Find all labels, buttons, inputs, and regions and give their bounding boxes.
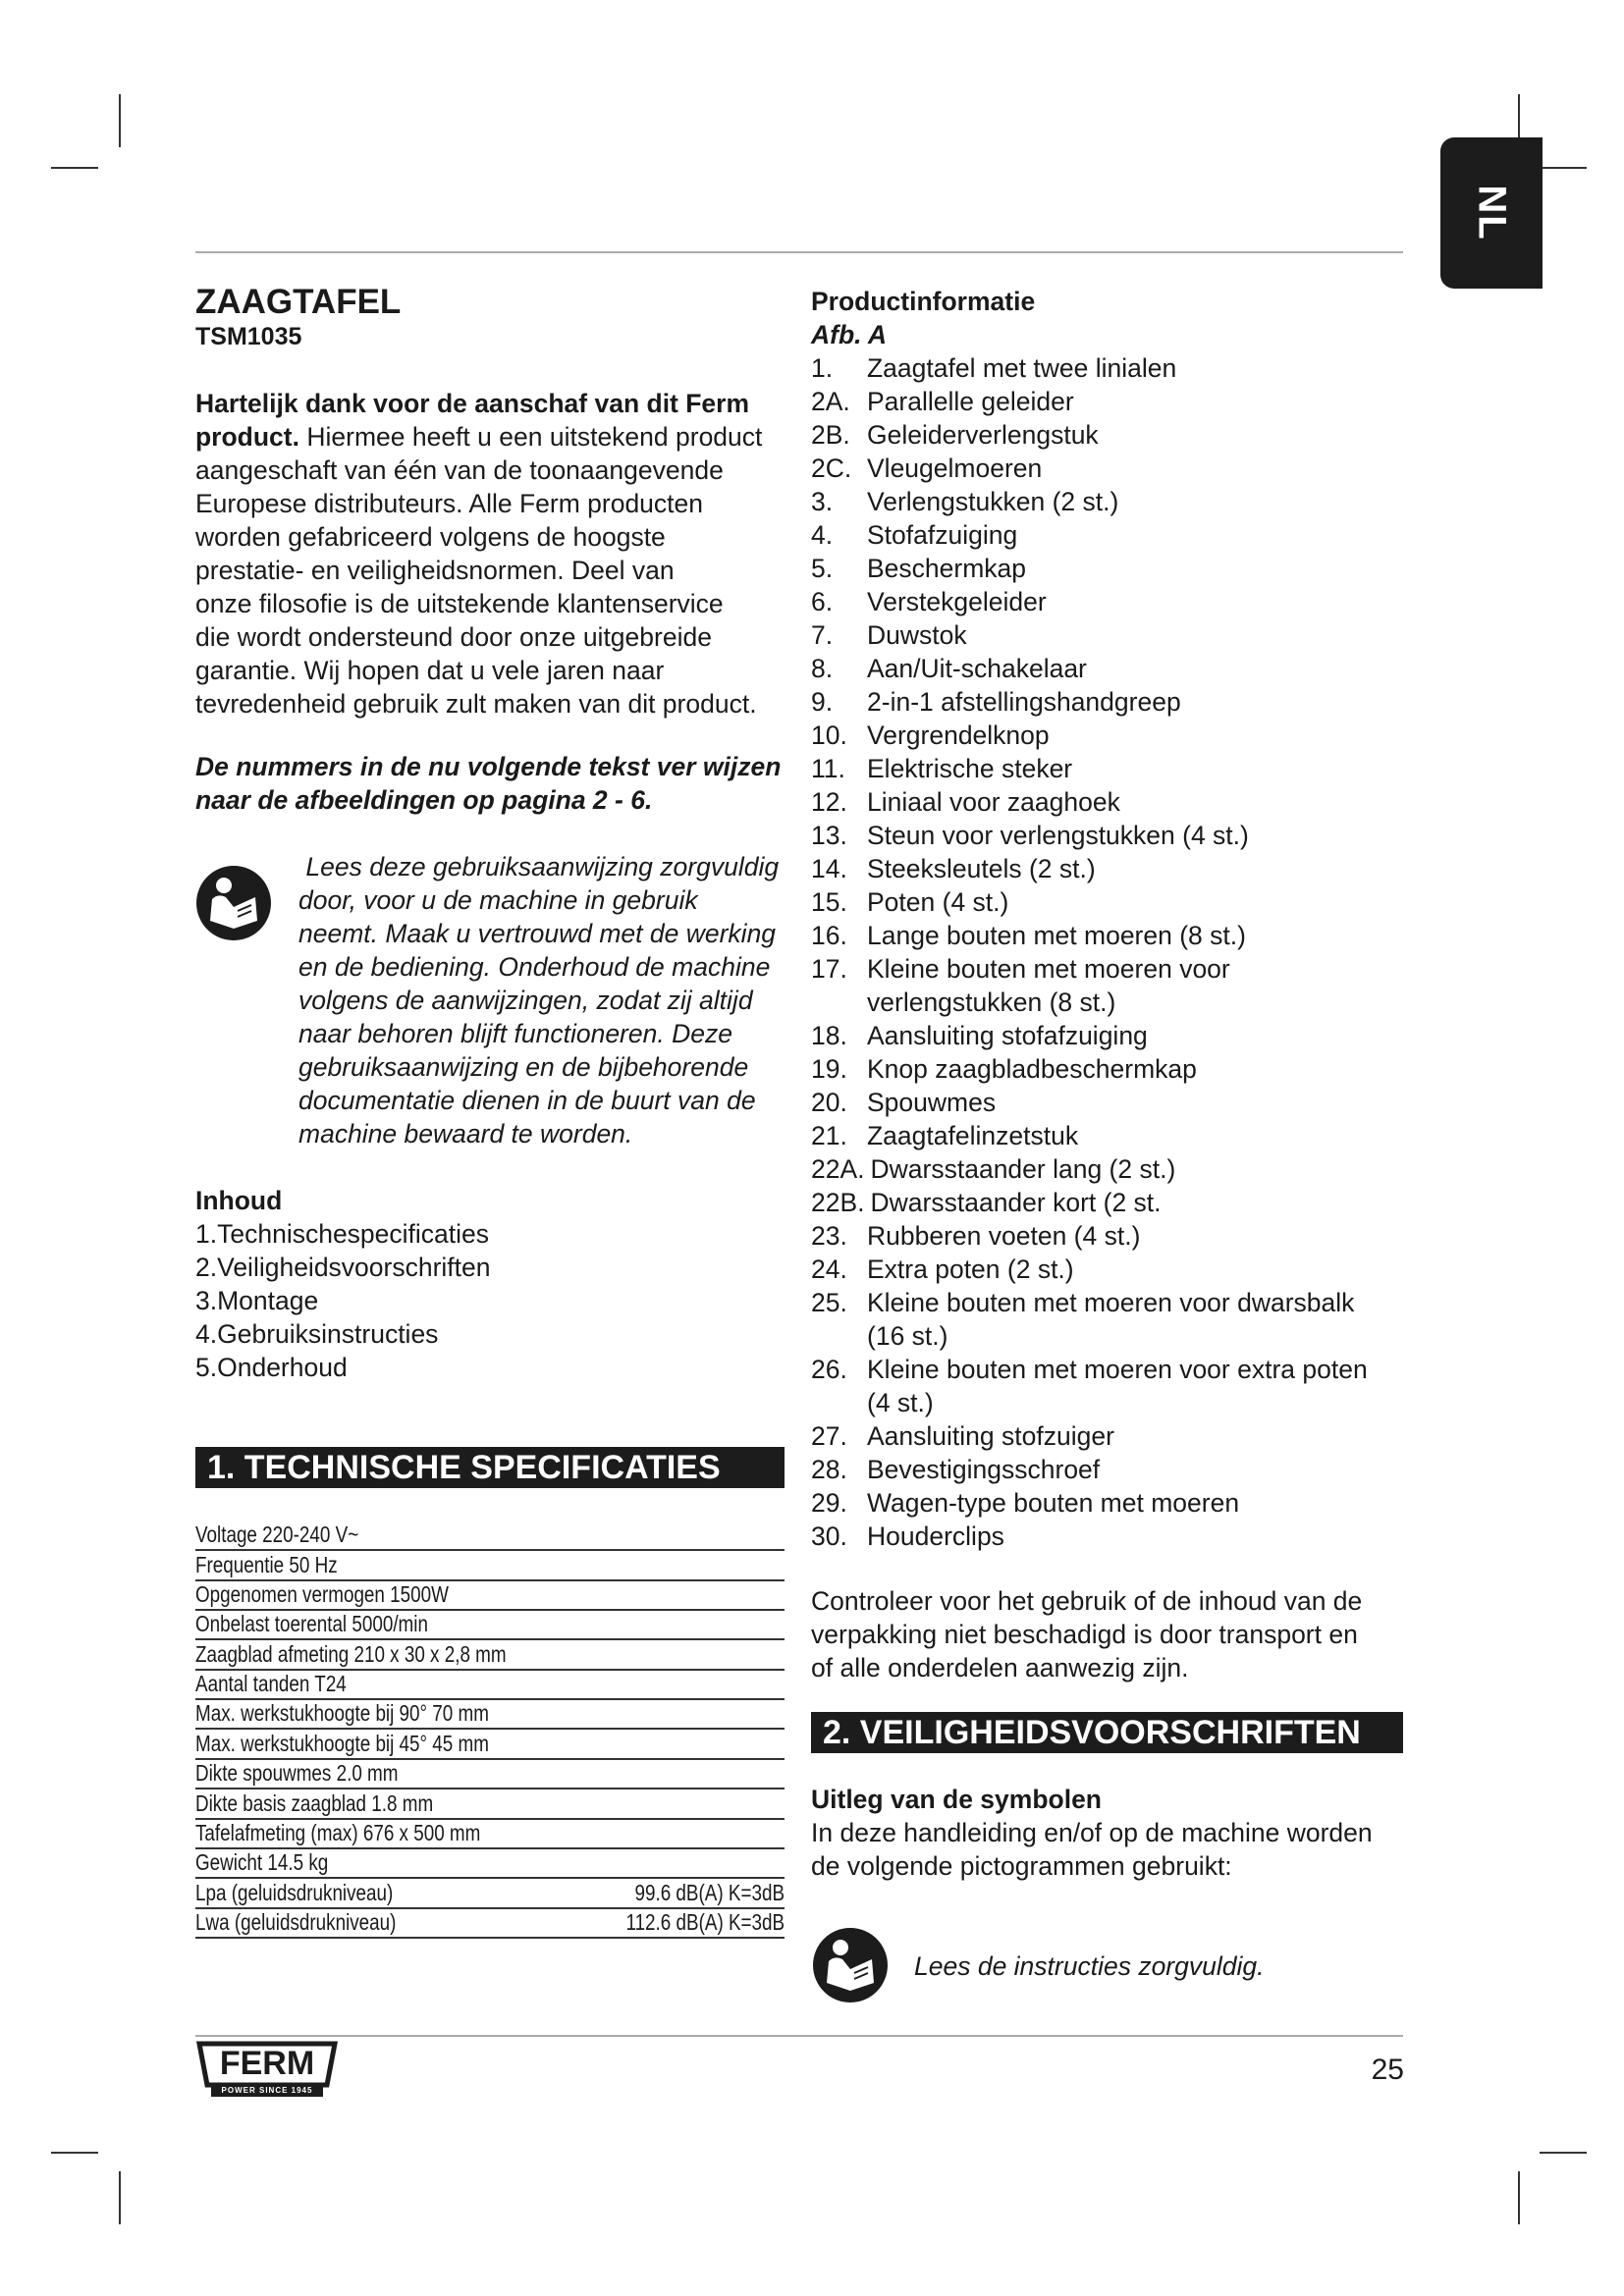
contents-title: Inhoud <box>195 1186 283 1215</box>
parts-list-number: 15. <box>811 887 847 917</box>
parts-list-line: Dwarsstaander lang (2 st.) <box>870 1154 1176 1184</box>
parts-list-number: 2B. <box>811 420 850 450</box>
spec-label: Frequentie 50 Hz <box>195 1552 338 1577</box>
parts-list-text <box>867 1019 1410 1052</box>
parts-list-text <box>871 1186 1410 1219</box>
check-note-line: verpakking niet beschadigd is door transport en <box>811 1620 1358 1649</box>
parts-list-line: verlengstukken (8 st.) <box>867 988 1116 1017</box>
spec-row <box>195 1907 785 1939</box>
intro-paragraph <box>195 387 794 721</box>
parts-list-number: 1. <box>811 353 834 383</box>
crop-mark <box>51 167 98 169</box>
parts-list-line: Kleine bouten met moeren voor <box>867 954 1230 984</box>
parts-list-number: 16. <box>811 921 847 950</box>
parts-list-item <box>811 852 1410 885</box>
parts-list-text <box>867 1253 1410 1286</box>
parts-list-text <box>867 852 1410 885</box>
read-notice <box>298 850 809 1150</box>
spec-label: Max. werkstukhoogte bij 90° 70 mm <box>195 1700 489 1726</box>
parts-list-text <box>867 752 1410 785</box>
parts-list-item <box>811 1453 1410 1486</box>
parts-list-text <box>867 552 1410 585</box>
parts-list-item <box>811 552 1410 585</box>
parts-list-text <box>867 1353 1410 1419</box>
intro-line: Europese distributeurs. Alle Ferm producten <box>195 489 704 518</box>
parts-list-line: Liniaal voor zaaghoek <box>867 787 1120 817</box>
parts-list-number: 9. <box>811 687 834 717</box>
spec-label: Gewicht 14.5 kg <box>195 1849 329 1875</box>
intro-line: garantie. Wij hopen dat u vele jaren naar <box>195 656 665 685</box>
intro-line: prestatie- en veiligheidsnormen. Deel van <box>195 556 675 585</box>
parts-list-number: 26. <box>811 1355 847 1384</box>
parts-list-text <box>867 418 1410 452</box>
read-instructions-icon <box>811 1926 890 2004</box>
parts-list-number: 5. <box>811 554 834 583</box>
intro-line: tevredenheid gebruik zult maken van dit product. <box>195 689 757 719</box>
read-manual-icon <box>194 864 273 942</box>
spec-label: Zaagblad afmeting 210 x 30 x 2,8 mm <box>195 1641 507 1667</box>
parts-list-number: 20. <box>811 1088 847 1117</box>
spec-label: Max. werkstukhoogte bij 45° 45 mm <box>195 1731 489 1756</box>
symbols-block <box>811 1783 1410 1883</box>
intro-line: die wordt ondersteund door onze uitgebreide <box>195 622 712 652</box>
parts-list-item <box>811 418 1410 452</box>
parts-list-number: 30. <box>811 1522 847 1551</box>
parts-list-item <box>811 652 1410 685</box>
parts-list-text <box>867 585 1410 618</box>
spec-row <box>195 1698 785 1730</box>
parts-list-line: Dwarsstaander kort (2 st. <box>870 1188 1162 1217</box>
left-column <box>195 283 794 721</box>
check-note-line: of alle onderdelen aanwezig zijn. <box>811 1653 1189 1682</box>
language-tab-label: NL <box>1470 185 1514 241</box>
parts-list-number: 14. <box>811 854 847 883</box>
spec-row <box>195 1579 785 1611</box>
parts-list-text <box>867 685 1410 719</box>
spec-label: Voltage 220-240 V~ <box>195 1522 359 1547</box>
footer-rule <box>195 2035 1403 2037</box>
parts-list-number: 3. <box>811 487 834 516</box>
parts-list-item <box>811 1186 1410 1219</box>
parts-list-number: 22A. <box>811 1154 865 1184</box>
spec-label: Dikte spouwmes 2.0 mm <box>195 1760 399 1786</box>
parts-list-text <box>867 819 1410 852</box>
parts-list-text <box>867 1486 1410 1520</box>
parts-list-item <box>811 752 1410 785</box>
parts-list-line: Beschermkap <box>867 554 1027 583</box>
brand-tagline: POWER SINCE 1945 <box>221 2086 313 2095</box>
spec-row <box>195 1789 785 1820</box>
symbols-line: de volgende pictogrammen gebruikt: <box>811 1851 1232 1881</box>
spec-label: Lwa (geluidsdrukniveau) <box>195 1909 397 1935</box>
read-notice-line: naar behoren blijft functioneren. Deze <box>298 1019 732 1048</box>
parts-list-item <box>811 952 1410 1019</box>
parts-list-line: Rubberen voeten (4 st.) <box>867 1221 1141 1251</box>
parts-list-line: Kleine bouten met moeren voor dwarsbalk <box>867 1288 1355 1317</box>
parts-list-item <box>811 518 1410 552</box>
intro-line: onze filosofie is de uitstekende klantenservice <box>195 589 724 618</box>
symbols-line: In deze handleiding en/of op de machine worden <box>811 1818 1373 1847</box>
intro-bold-line: Hartelijk dank voor de aanschaf van dit Ferm <box>195 389 750 418</box>
parts-list-text <box>867 485 1410 518</box>
parts-list <box>811 351 1410 1553</box>
parts-list-line: Wagen-type bouten met moeren <box>867 1488 1240 1518</box>
spec-row <box>195 1639 785 1671</box>
spec-label: Opgenomen vermogen 1500W <box>195 1581 449 1607</box>
spec-row <box>195 1847 785 1879</box>
parts-list-item <box>811 785 1410 819</box>
parts-list-number: 4. <box>811 520 834 550</box>
parts-list-text <box>867 719 1410 752</box>
crop-mark <box>1540 2152 1587 2154</box>
parts-list-number: 2C. <box>811 454 852 483</box>
parts-list-line: Spouwmes <box>867 1088 997 1117</box>
parts-list-line: Kleine bouten met moeren voor extra poten <box>867 1355 1368 1384</box>
spec-row <box>195 1729 785 1760</box>
parts-list-text <box>867 952 1410 1019</box>
parts-list-line: Zaagtafelinzetstuk <box>867 1121 1079 1150</box>
spec-label: Onbelast toerental 5000/min <box>195 1611 428 1636</box>
parts-list-number: 23. <box>811 1221 847 1251</box>
crop-mark <box>119 2171 121 2224</box>
contents-item: 4.Gebruiksinstructies <box>195 1319 439 1349</box>
parts-list-number: 8. <box>811 654 834 683</box>
parts-list-number: 25. <box>811 1288 847 1317</box>
numbers-note-line: naar de afbeeldingen op pagina 2 - 6. <box>195 785 653 815</box>
parts-list-text <box>867 1286 1410 1353</box>
parts-list-line: 2-in-1 afstellingshandgreep <box>867 687 1181 717</box>
symbols-title: Uitleg van de symbolen <box>811 1785 1102 1814</box>
parts-list-item <box>811 1419 1410 1453</box>
parts-list-text <box>867 1052 1410 1086</box>
parts-list-line: Vergrendelknop <box>867 721 1050 750</box>
product-info-title: Productinformatie <box>811 287 1036 316</box>
brand-logo <box>195 2040 339 2099</box>
intro-line: aangeschaft van één van de toonaangevende <box>195 455 724 485</box>
read-notice-line: documentatie dienen in de buurt van de <box>298 1086 756 1115</box>
parts-list-item <box>811 919 1410 952</box>
parts-list-item <box>811 1152 1410 1186</box>
spec-label: Aantal tanden T24 <box>195 1671 347 1696</box>
parts-list-text <box>867 1219 1410 1253</box>
parts-list-number: 13. <box>811 821 847 850</box>
parts-list-item <box>811 1219 1410 1253</box>
parts-list-item <box>811 685 1410 719</box>
read-notice-line: neemt. Maak u vertrouwd met de werking <box>298 919 777 948</box>
spec-value: 99.6 dB(A) K=3dB <box>634 1880 785 1905</box>
section-heading-safety: 2. VEILIGHEIDSVOORSCHRIFTEN <box>811 1712 1403 1753</box>
parts-list-item <box>811 1019 1410 1052</box>
parts-list-item <box>811 485 1410 518</box>
parts-list-line: Bevestigingsschroef <box>867 1455 1101 1484</box>
parts-list-text <box>867 351 1410 385</box>
parts-list-text <box>867 785 1410 819</box>
parts-list-number: 19. <box>811 1054 847 1084</box>
read-notice-line: volgens de aanwijzingen, zodat zij altijd <box>298 986 753 1015</box>
parts-list-item <box>811 1520 1410 1553</box>
parts-list-number: 22B. <box>811 1188 865 1217</box>
parts-list-number: 7. <box>811 620 834 650</box>
parts-list-line: (16 st.) <box>867 1321 948 1351</box>
parts-list-number: 24. <box>811 1255 847 1284</box>
section-heading-technical: 1. TECHNISCHE SPECIFICATIES <box>195 1447 785 1488</box>
parts-list-line: Elektrische steker <box>867 754 1073 783</box>
parts-list-item <box>811 1486 1410 1520</box>
parts-list-item <box>811 885 1410 919</box>
parts-list-line: (4 st.) <box>867 1388 934 1417</box>
parts-list-line: Aansluiting stofafzuiging <box>867 1021 1148 1050</box>
parts-list-item <box>811 719 1410 752</box>
read-notice-line: door, voor u de machine in gebruik <box>298 885 698 915</box>
parts-list-text <box>867 518 1410 552</box>
check-note <box>811 1584 1410 1684</box>
spec-label: Tafelafmeting (max) 676 x 500 mm <box>195 1820 481 1845</box>
parts-list-number: 10. <box>811 721 847 750</box>
parts-list-text <box>871 1152 1410 1186</box>
contents-item: 2.Veiligheidsvoorschriften <box>195 1253 491 1282</box>
parts-list-item <box>811 1253 1410 1286</box>
parts-list-text <box>867 618 1410 652</box>
parts-list-item <box>811 1119 1410 1152</box>
parts-list-text <box>867 1419 1410 1453</box>
spec-label: Lpa (geluidsdrukniveau) <box>195 1880 394 1905</box>
numbers-note <box>195 750 804 817</box>
parts-list-line: Verlengstukken (2 st.) <box>867 487 1119 516</box>
read-notice-line: gebruiksaanwijzing en de bijbehorende <box>298 1052 749 1082</box>
parts-list-text <box>867 919 1410 952</box>
contents-block <box>195 1184 686 1384</box>
parts-list-item <box>811 452 1410 485</box>
parts-list-line: Duwstok <box>867 620 967 650</box>
spec-row <box>195 1878 785 1909</box>
parts-list-line: Extra poten (2 st.) <box>867 1255 1074 1284</box>
parts-list-number: 2A. <box>811 387 850 416</box>
language-tab <box>1440 137 1543 289</box>
parts-list-number: 17. <box>811 954 847 984</box>
spec-row <box>195 1758 785 1789</box>
parts-list-text <box>867 452 1410 485</box>
parts-list-line: Aan/Uit-schakelaar <box>867 654 1087 683</box>
spec-row <box>195 1669 785 1700</box>
crop-mark <box>1518 2171 1520 2224</box>
parts-list-line: Verstekgeleider <box>867 587 1047 616</box>
intro-line <box>195 420 794 454</box>
parts-list-number: 12. <box>811 787 847 817</box>
parts-list-line: Steun voor verlengstukken (4 st.) <box>867 821 1249 850</box>
parts-list-item <box>811 1086 1410 1119</box>
crop-mark <box>51 2152 98 2154</box>
parts-list-line: Aansluiting stofzuiger <box>867 1421 1114 1451</box>
numbers-note-line: De nummers in de nu volgende tekst ver wijzen <box>195 752 782 781</box>
model-number: TSM1035 <box>195 323 302 350</box>
parts-list-item <box>811 1353 1410 1419</box>
contents-item: 1.Technischespecificaties <box>195 1219 490 1249</box>
parts-list-number: 29. <box>811 1488 847 1518</box>
parts-list-number: 18. <box>811 1021 847 1050</box>
spec-row <box>195 1609 785 1640</box>
parts-list-line: Lange bouten met moeren (8 st.) <box>867 921 1246 950</box>
contents-item: 5.Onderhoud <box>195 1353 348 1382</box>
crop-mark <box>119 94 121 147</box>
parts-list-number: 27. <box>811 1421 847 1451</box>
parts-list-text <box>867 1453 1410 1486</box>
page-number: 25 <box>1371 2054 1404 2086</box>
parts-list-line: Houderclips <box>867 1522 1004 1551</box>
parts-list-line: Poten (4 st.) <box>867 887 1009 917</box>
parts-list-item <box>811 385 1410 418</box>
parts-list-line: Geleiderverlengstuk <box>867 420 1099 450</box>
parts-list-number: 21. <box>811 1121 847 1150</box>
parts-list-line: Knop zaagbladbeschermkap <box>867 1054 1197 1084</box>
parts-list-line: Zaagtafel met twee linialen <box>867 353 1177 383</box>
read-notice-line: en de bediening. Onderhoud de machine <box>298 952 771 982</box>
parts-list-number: 6. <box>811 587 834 616</box>
parts-list-text <box>867 1086 1410 1119</box>
parts-list-number: 28. <box>811 1455 847 1484</box>
parts-list-item <box>811 618 1410 652</box>
read-notice-line: machine bewaard te worden. <box>298 1119 633 1148</box>
spec-value: 112.6 dB(A) K=3dB <box>625 1909 785 1935</box>
parts-list-text <box>867 1520 1410 1553</box>
spec-row <box>195 1550 785 1581</box>
parts-list-item <box>811 585 1410 618</box>
parts-list-item <box>811 1052 1410 1086</box>
check-note-line: Controleer voor het gebruik of de inhoud van de <box>811 1586 1363 1616</box>
spec-row <box>195 1818 785 1849</box>
parts-list-line: Parallelle geleider <box>867 387 1074 416</box>
figure-label: Afb. A <box>811 320 888 349</box>
page-title: ZAAGTAFEL <box>195 283 402 321</box>
parts-list-item <box>811 1286 1410 1353</box>
product-info <box>811 285 1410 1553</box>
parts-list-item <box>811 351 1410 385</box>
parts-list-text <box>867 1119 1410 1152</box>
brand-name: FERM <box>219 2045 315 2082</box>
read-notice-line: Lees deze gebruiksaanwijzing zorgvuldig <box>298 852 780 881</box>
contents-item: 3.Montage <box>195 1286 319 1315</box>
read-instructions-label: Lees de instructies zorgvuldig. <box>914 1951 1265 1981</box>
intro-line: worden gefabriceerd volgens de hoogste <box>195 522 666 552</box>
parts-list-number: 11. <box>811 754 845 783</box>
intro-text: Hiermee heeft u een uitstekend product <box>306 422 763 452</box>
parts-list-text <box>867 652 1410 685</box>
header-rule <box>195 251 1403 253</box>
parts-list-item <box>811 819 1410 852</box>
spec-row <box>195 1520 785 1551</box>
intro-bold-tail: product. <box>195 422 307 452</box>
spec-label: Dikte basis zaagblad 1.8 mm <box>195 1790 434 1816</box>
parts-list-line: Vleugelmoeren <box>867 454 1043 483</box>
parts-list-text <box>867 885 1410 919</box>
parts-list-line: Stofafzuiging <box>867 520 1018 550</box>
parts-list-line: Steeksleutels (2 st.) <box>867 854 1096 883</box>
parts-list-text <box>867 385 1410 418</box>
crop-mark <box>1540 167 1587 169</box>
